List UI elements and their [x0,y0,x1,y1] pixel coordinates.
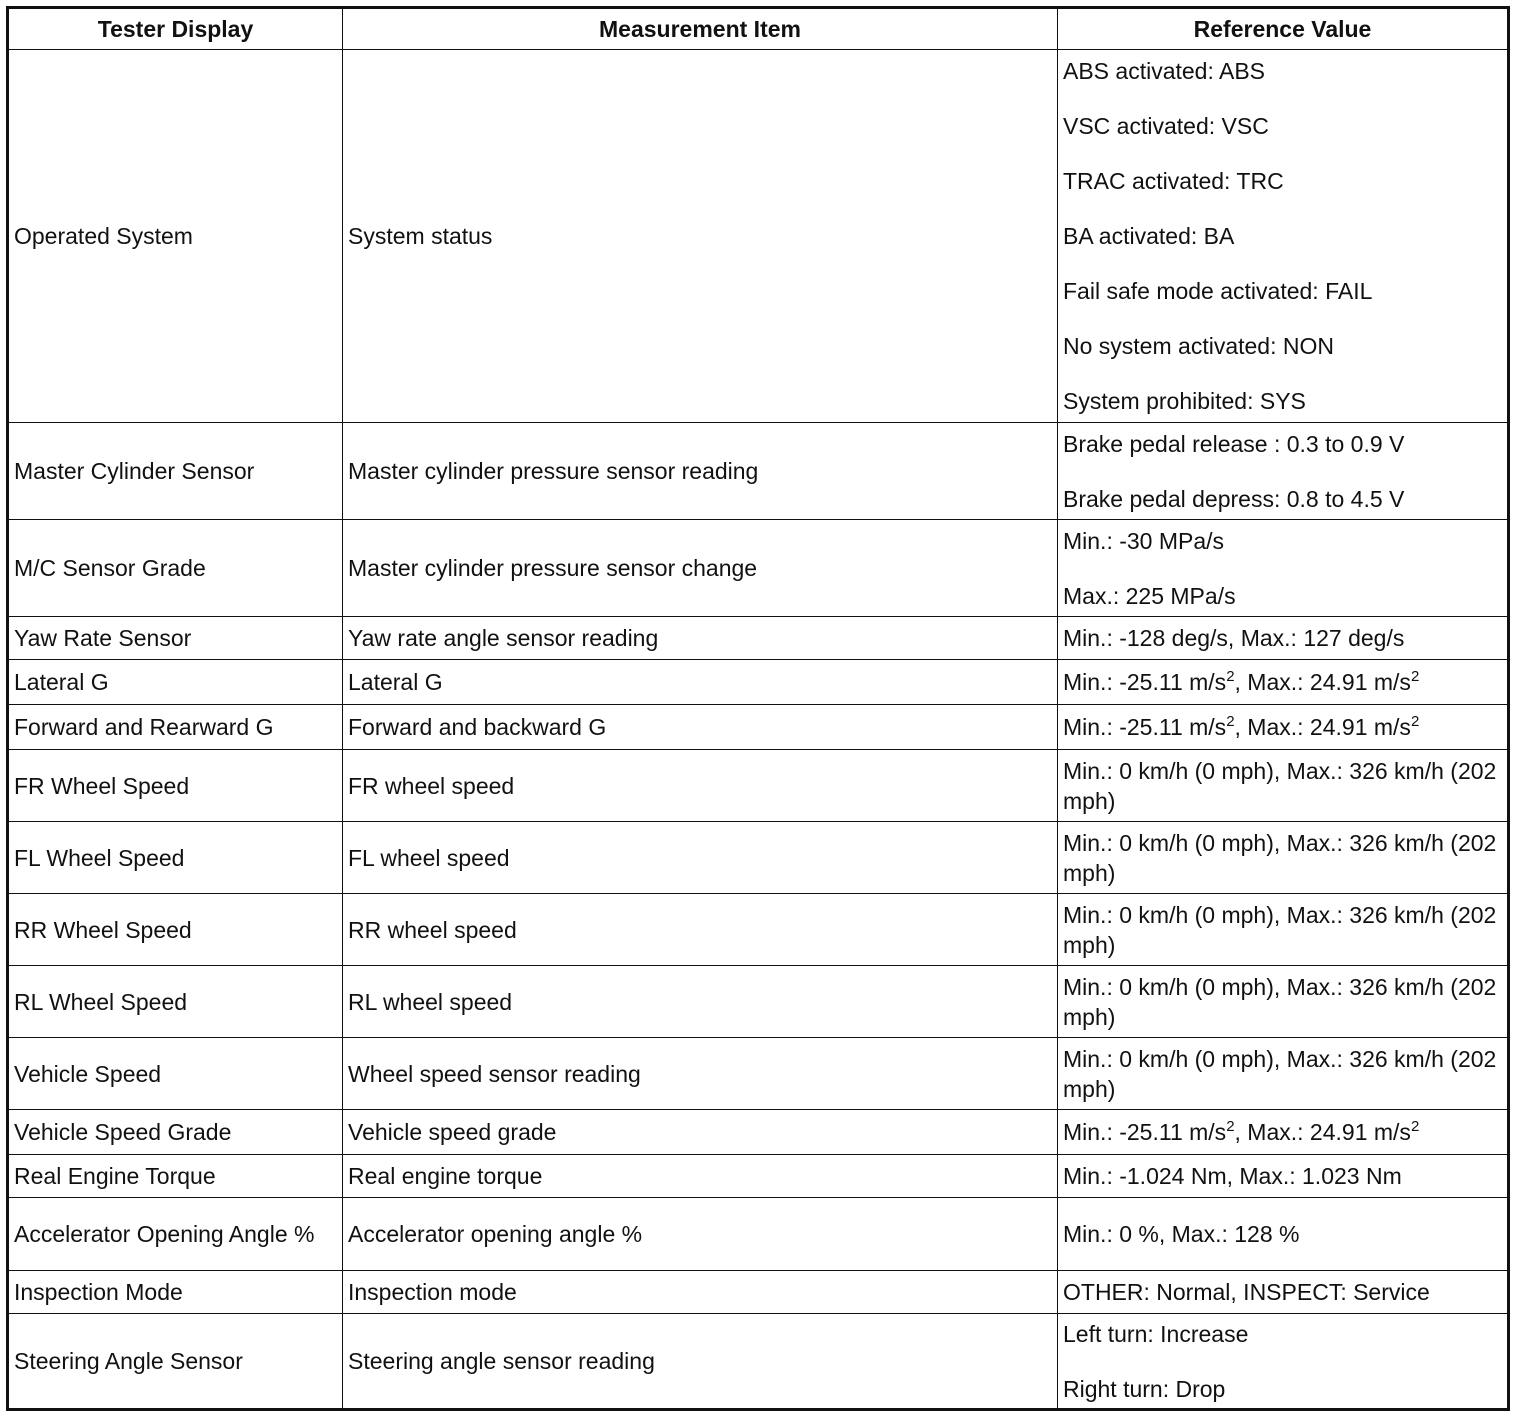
reference-min: Min.: -25.11 m/s [1063,714,1227,740]
tester-display-cell: Steering Angle Sensor [8,1314,343,1410]
reference-value-cell: Min.: 0 km/h (0 mph), Max.: 326 km/h (202 mph) [1058,1038,1509,1110]
tester-display-cell: FL Wheel Speed [8,822,343,894]
table-row [8,1198,1509,1271]
tester-display-cell: Vehicle Speed [8,1038,343,1110]
squared-exponent: 2 [1410,668,1420,685]
table-row [8,1110,1509,1155]
measurement-item-cell: Inspection mode [343,1271,1058,1314]
reference-value-cell: Min.: -1.024 Nm, Max.: 1.023 Nm [1058,1155,1509,1198]
reference-line: Brake pedal depress: 0.8 to 4.5 V [1063,485,1405,512]
reference-value-cell: Min.: 0 %, Max.: 128 % [1058,1198,1509,1271]
measurement-item-cell: Master cylinder pressure sensor change [343,520,1058,617]
tester-display-cell: RR Wheel Speed [8,894,343,966]
reference-max: , Max.: 24.91 m/s [1234,714,1411,740]
table-row [8,617,1509,660]
reference-max: , Max.: 24.91 m/s [1234,1119,1411,1145]
table-row [8,822,1509,894]
tester-display-cell: Operated System [8,50,343,423]
reference-line: Brake pedal release : 0.3 to 0.9 V [1063,430,1405,457]
table-row [8,1038,1509,1110]
reference-value-cell: OTHER: Normal, INSPECT: Service [1058,1271,1509,1314]
reference-line: Right turn: Drop [1063,1375,1226,1402]
reference-line: No system activated: NON [1063,333,1334,359]
measurement-item-cell: RL wheel speed [343,966,1058,1038]
tester-display-cell: Forward and Rearward G [8,705,343,750]
reference-line: Left turn: Increase [1063,1320,1249,1347]
reference-line: Max.: 225 MPa/s [1063,582,1236,609]
reference-line: ABS activated: ABS [1063,58,1266,84]
table-row [8,50,1509,423]
header-reference-value: Reference Value [1058,8,1509,50]
table-row [8,966,1509,1038]
tester-display-cell: RL Wheel Speed [8,966,343,1038]
tester-display-cell: Real Engine Torque [8,1155,343,1198]
tester-display-cell: M/C Sensor Grade [8,520,343,617]
table-row [8,1314,1509,1410]
measurement-item-cell: Wheel speed sensor reading [343,1038,1058,1110]
reference-line: TRAC activated: TRC [1063,168,1284,194]
squared-exponent: 2 [1226,668,1235,685]
reference-value-cell: Min.: -128 deg/s, Max.: 127 deg/s [1058,617,1509,660]
tester-display-cell: Yaw Rate Sensor [8,617,343,660]
reference-value-cell [1058,1110,1509,1155]
reference-line: System prohibited: SYS [1063,388,1306,414]
measurement-item-cell: Master cylinder pressure sensor reading [343,423,1058,520]
tester-display-cell: Inspection Mode [8,1271,343,1314]
table-row [8,1271,1509,1314]
measurement-item-cell: Vehicle speed grade [343,1110,1058,1155]
measurement-item-cell: Steering angle sensor reading [343,1314,1058,1410]
reference-min: Min.: -25.11 m/s [1063,1119,1227,1145]
measurement-item-cell: System status [343,50,1058,423]
table-row [8,660,1509,705]
measurement-item-cell: Accelerator opening angle % [343,1198,1058,1271]
header-tester-display: Tester Display [8,8,343,50]
tester-display-cell: Master Cylinder Sensor [8,423,343,520]
tester-display-cell: FR Wheel Speed [8,750,343,822]
reference-value-cell [1058,660,1509,705]
table-row [8,894,1509,966]
reference-line: VSC activated: VSC [1063,113,1269,139]
table-row [8,1155,1509,1198]
reference-value-cell [1058,1314,1509,1410]
tester-display-cell: Lateral G [8,660,343,705]
tester-display-cell: Vehicle Speed Grade [8,1110,343,1155]
reference-line: Fail safe mode activated: FAIL [1063,278,1373,304]
table-row [8,705,1509,750]
reference-value-cell [1058,423,1509,520]
squared-exponent: 2 [1226,1118,1235,1135]
reference-value-cell: Min.: 0 km/h (0 mph), Max.: 326 km/h (202 mph) [1058,966,1509,1038]
reference-max: , Max.: 24.91 m/s [1234,669,1411,695]
measurement-item-cell: FR wheel speed [343,750,1058,822]
measurement-item-cell: Forward and backward G [343,705,1058,750]
reference-value-cell [1058,705,1509,750]
squared-exponent: 2 [1226,713,1235,730]
reference-value-cell [1058,520,1509,617]
reference-value-cell: Min.: 0 km/h (0 mph), Max.: 326 km/h (202 mph) [1058,822,1509,894]
tester-display-cell: Accelerator Opening Angle % [8,1198,343,1271]
reference-line: BA activated: BA [1063,223,1235,249]
measurement-item-cell: RR wheel speed [343,894,1058,966]
header-row [8,8,1509,50]
measurement-item-cell: Lateral G [343,660,1058,705]
reference-min: Min.: -25.11 m/s [1063,669,1227,695]
table-row [8,750,1509,822]
measurement-item-cell: Real engine torque [343,1155,1058,1198]
squared-exponent: 2 [1410,1118,1420,1135]
reference-value-cell: Min.: 0 km/h (0 mph), Max.: 326 km/h (202 mph) [1058,894,1509,966]
reference-line: Min.: -30 MPa/s [1063,527,1225,554]
squared-exponent: 2 [1410,713,1420,730]
reference-value-cell [1058,50,1509,423]
table-row [8,520,1509,617]
reference-value-cell: Min.: 0 km/h (0 mph), Max.: 326 km/h (202 mph) [1058,750,1509,822]
header-measurement-item: Measurement Item [343,8,1058,50]
table-row [8,423,1509,520]
measurement-item-cell: FL wheel speed [343,822,1058,894]
measurement-item-cell: Yaw rate angle sensor reading [343,617,1058,660]
reference-table [6,6,1510,1411]
